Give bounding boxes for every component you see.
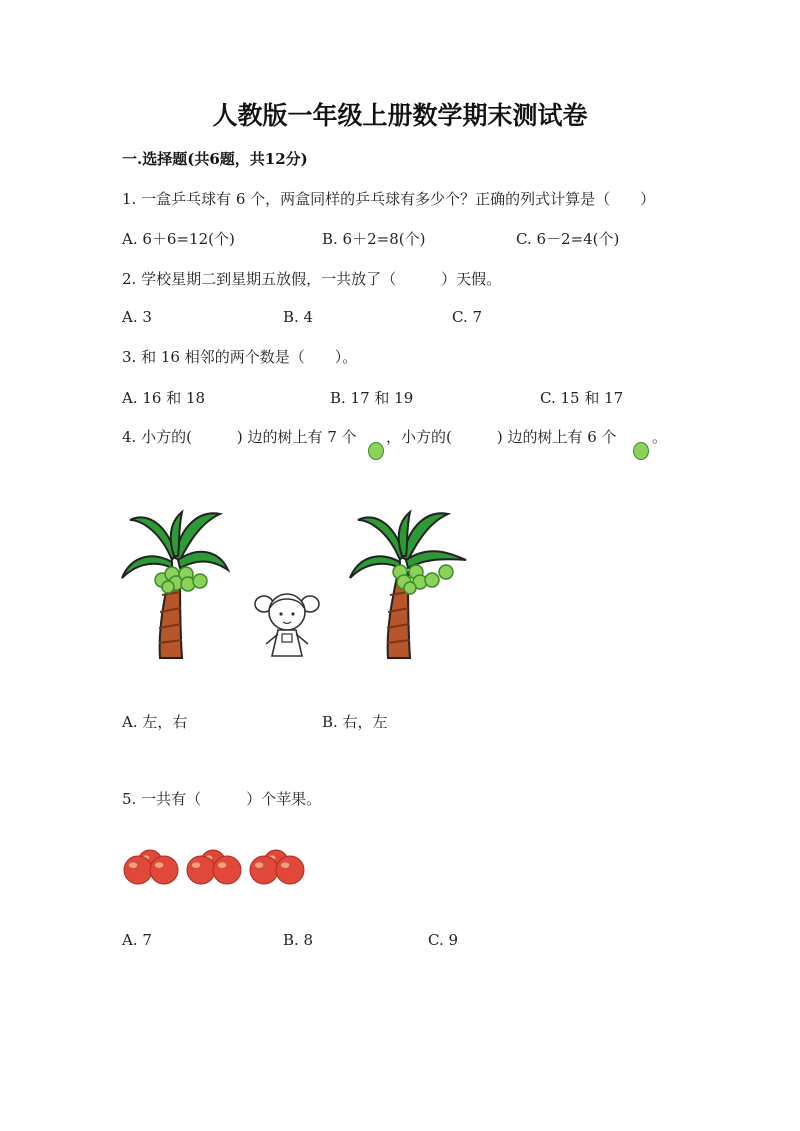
question-4-text-part3: 。 xyxy=(652,428,668,446)
question-5-option-a[interactable]: A. 7 xyxy=(122,931,152,949)
question-1-option-c[interactable]: C. 6－2=4(个) xyxy=(516,230,620,248)
question-5-option-c[interactable]: C. 9 xyxy=(428,931,459,949)
apple-icon xyxy=(185,842,245,886)
apple-group-row xyxy=(122,842,312,886)
question-4-text-part1: 4. 小方的( ) 边的树上有 7 个 xyxy=(122,428,357,446)
page-title: 人教版一年级上册数学期末测试卷 xyxy=(212,101,588,130)
coconut-icon xyxy=(633,442,649,460)
question-2-option-a[interactable]: A. 3 xyxy=(122,308,152,326)
question-4-text-part2: ，小方的( ) 边的树上有 6 个 xyxy=(386,428,617,446)
section-heading: 一.选择题(共6题，共12分) xyxy=(122,150,308,168)
apple-icon xyxy=(248,842,308,886)
coconut-icon xyxy=(368,442,384,460)
question-3-option-b[interactable]: B. 17 和 19 xyxy=(330,389,414,407)
question-2-option-b[interactable]: B. 4 xyxy=(283,308,314,326)
question-3-option-a[interactable]: A. 16 和 18 xyxy=(122,389,206,407)
question-2-text: 2. 学校星期二到星期五放假，一共放了（ ）天假。 xyxy=(122,270,502,288)
question-4-option-a[interactable]: A. 左，右 xyxy=(122,713,188,731)
palm-tree-icon xyxy=(120,500,230,665)
question-2-option-c[interactable]: C. 7 xyxy=(452,308,483,326)
apple-icon xyxy=(122,842,182,886)
question-3-option-c[interactable]: C. 15 和 17 xyxy=(540,389,624,407)
question-1-option-b[interactable]: B. 6＋2=8(个) xyxy=(322,230,426,248)
question-4-option-b[interactable]: B. 右，左 xyxy=(322,713,388,731)
question-5-option-b[interactable]: B. 8 xyxy=(283,931,314,949)
question-3-text: 3. 和 16 相邻的两个数是（ ）。 xyxy=(122,348,358,366)
palm-tree-icon xyxy=(348,500,468,665)
question-1-option-a[interactable]: A. 6＋6=12(个) xyxy=(122,230,235,248)
question-1-text: 1. 一盒乒乓球有 6 个，两盒同样的乒乓球有多少个？正确的列式计算是（ ） xyxy=(122,190,656,208)
girl-icon xyxy=(252,588,322,663)
question-5-text: 5. 一共有（ ）个苹果。 xyxy=(122,790,322,808)
